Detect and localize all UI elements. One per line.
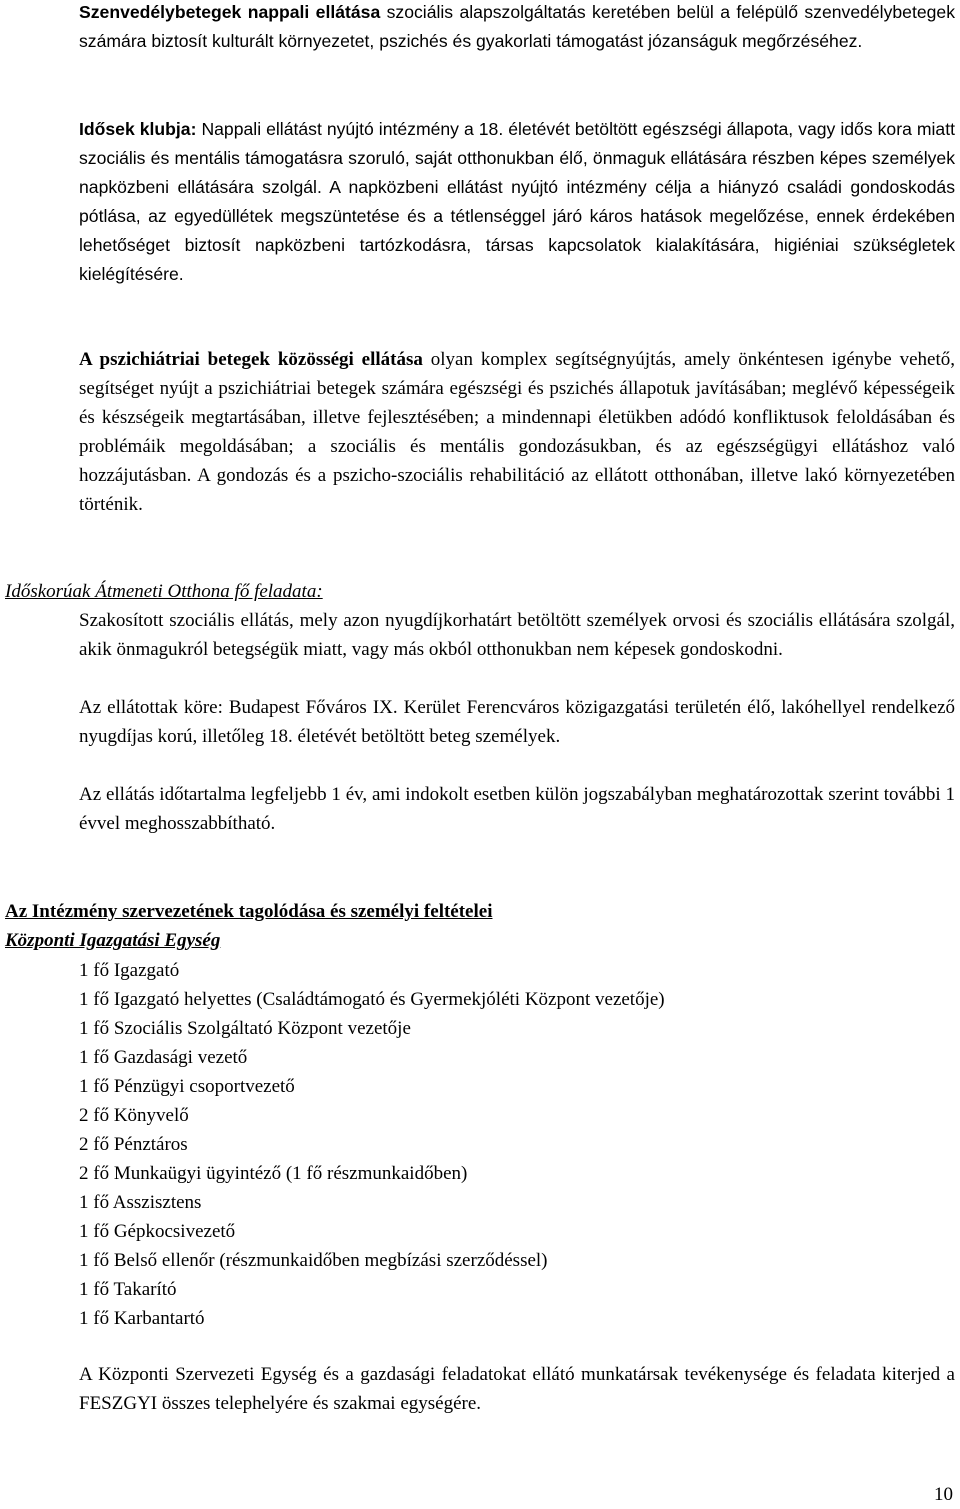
staff-item: 2 fő Könyvelő <box>79 1105 189 1126</box>
heading-temporary-home: Időskorúak Átmeneti Otthona fő feladata: <box>5 581 323 602</box>
staff-item: 1 fő Takarító <box>79 1279 177 1300</box>
paragraph-temporary-home-scope: Az ellátottak köre: Budapest Főváros IX. Kerület Ferencváros közigazgatási területén élő, lakóhellyel rendelkező nyugdíjas korú, illetőleg 18. életévét betöltött beteg személyek. <box>79 697 955 747</box>
paragraph-addiction-day-care <box>79 0 955 56</box>
paragraph-text: olyan komplex segítségnyújtás, amely önkéntesen igénybe vehető, segítséget nyújt a pszichiátriai betegek számára egészségi és pszichés állapotuk javításában; meglévő képességeik és készségeik megtartásában, illetve fejlesztésében; a mindennapi életükben adódó konfliktusok feloldásában és problémáik megoldásában; a szociális és mentális gondozásukban, és az egészségügyi ellátáshoz való hozzájutásban. A gondozás és a pszicho-szociális rehabilitáció az ellátott otthonában, illetve lakó környezetében történik. <box>79 349 955 515</box>
staff-item: 2 fő Pénztáros <box>79 1134 188 1155</box>
paragraph-elderly-club <box>79 115 955 289</box>
staff-list <box>79 956 665 1333</box>
staff-item: 1 fő Igazgató <box>79 960 180 981</box>
subheading-central-unit: Központi Igazgatási Egység <box>5 930 221 951</box>
staff-item: 1 fő Szociális Szolgáltató Központ vezetője <box>79 1018 411 1039</box>
staff-item: 1 fő Gépkocsivezető <box>79 1221 236 1242</box>
paragraph-temporary-home-duration: Az ellátás időtartalma legfeljebb 1 év, ami indokolt esetben külön jogszabályban meghatározottak szerint további 1 évvel meghosszabbítható. <box>79 784 955 834</box>
staff-item: 1 fő Karbantartó <box>79 1308 205 1329</box>
paragraph-text: Nappali ellátást nyújtó intézmény a 18. életévét betöltött egészségi állapota, vagy idős kora miatt szociális és mentális támogatásra szoruló, saját otthonukban élő, önmaguk ellátására részben képes személyek napközbeni ellátására szolgál. A napközbeni ellátást nyújtó intézmény célja a hiányzó családi gondoskodás pótlása, az egyedüllétek megszüntetése és a tétlenséggel járó káros hatások megelőzése, ennek érdekében lehetőséget biztosít napközbeni tartózkodásra, társas kapcsolatok kialakítására, higiéniai szükségletek kielégítésére. <box>79 119 955 284</box>
term-elderly-club: Idősek klubja: <box>79 119 197 139</box>
staff-item: 1 fő Asszisztens <box>79 1192 202 1213</box>
staff-item: 2 fő Munkaügyi ügyintéző (1 fő részmunkaidőben) <box>79 1163 468 1184</box>
paragraph-psychiatric-community-care <box>79 345 955 519</box>
heading-organization: Az Intézmény szervezetének tagolódása és személyi feltételei <box>5 901 493 922</box>
term-psychiatric-community-care: A pszichiátriai betegek közösségi ellátása <box>79 349 423 370</box>
page-number: 10 <box>934 1484 953 1505</box>
term-addiction-day-care: Szenvedélybetegek nappali ellátása <box>79 2 381 22</box>
staff-item: 1 fő Belső ellenőr (részmunkaidőben megbízási szerződéssel) <box>79 1250 548 1271</box>
paragraph-temporary-home-care: Szakosított szociális ellátás, mely azon nyugdíjkorhatárt betöltött személyek orvosi és szociális ellátására szolgál, akik önmagukról betegségük miatt, vagy más okból otthonukban nem képesek gondoskodni. <box>79 610 955 660</box>
paragraph-central-unit-scope: A Központi Szervezeti Egység és a gazdasági feladatokat ellátó munkatársak tevékenysége és feladata kiterjed a FESZGYI összes telephelyére és szakmai egységére. <box>79 1364 955 1414</box>
staff-item: 1 fő Pénzügyi csoportvezető <box>79 1076 295 1097</box>
paragraph-text: szociális alapszolgáltatás keretében belül a felépülő szenvedélybetegek számára biztosít kulturált környezetet, pszichés és gyakorlati támogatást józanságuk megőrzéséhez. <box>79 2 955 51</box>
staff-item: 1 fő Gazdasági vezető <box>79 1047 248 1068</box>
staff-item: 1 fő Igazgató helyettes (Családtámogató és Gyermekjóléti Központ vezetője) <box>79 989 665 1010</box>
